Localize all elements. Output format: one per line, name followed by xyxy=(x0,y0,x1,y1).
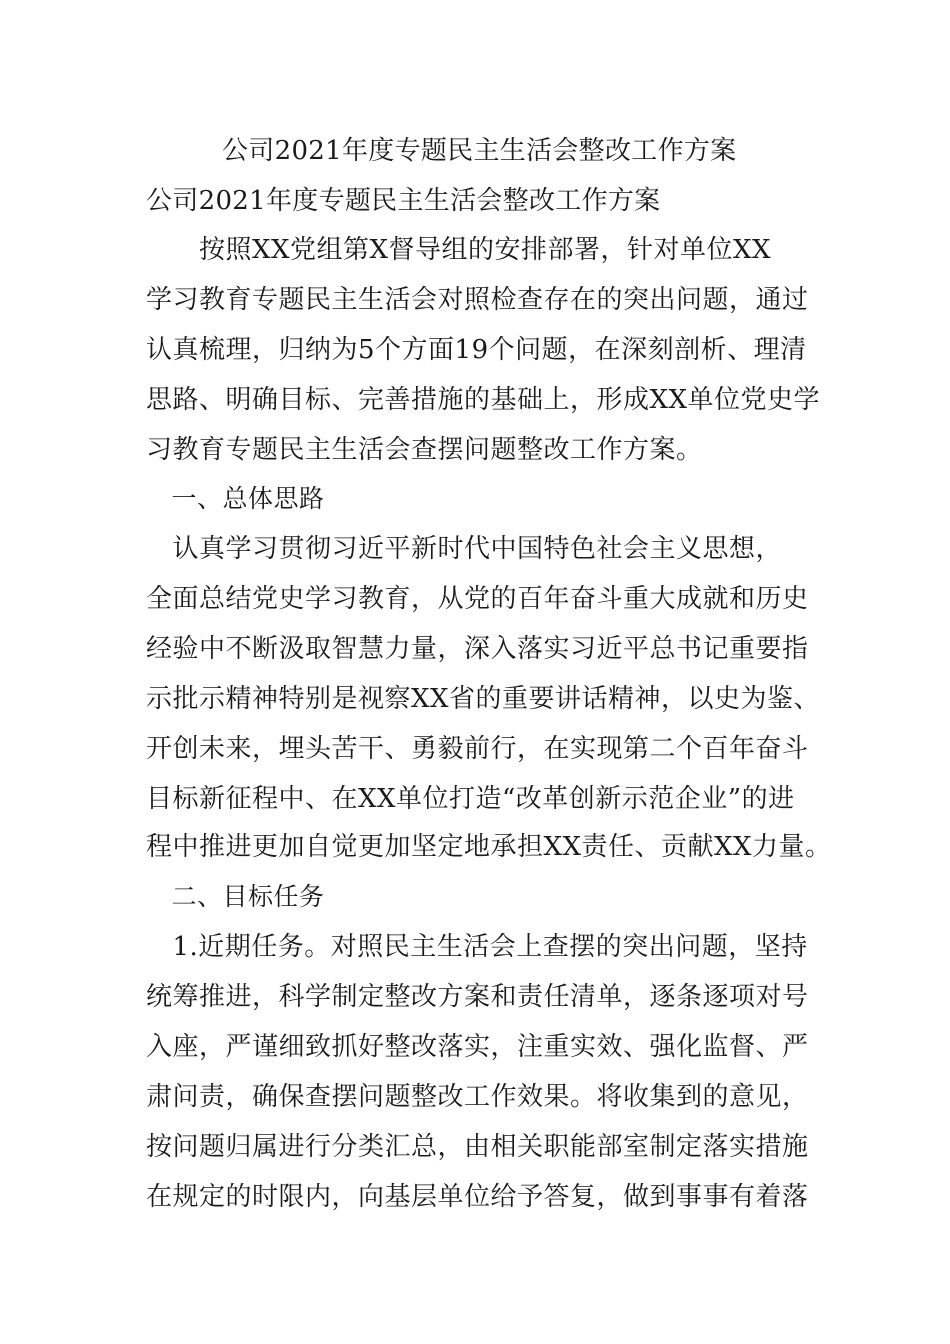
body-line: 入座，严谨细致抓好整改落实，注重实效、强化监督、严 xyxy=(146,1032,809,1062)
body-line: 程中推进更加自觉更加坚定地承担XX责任、贡献XX力量。 xyxy=(146,832,832,862)
body-line: 1.近期任务。对照民主生活会上查摆的突出问题，坚持 xyxy=(146,932,808,962)
body-line: 认真学习贯彻习近平新时代中国特色社会主义思想， xyxy=(146,534,783,564)
body-line: 按问题归属进行分类汇总，由相关职能部室制定落实措施 xyxy=(146,1132,809,1162)
document-title: 公司2021年度专题民主生活会整改工作方案 xyxy=(222,136,737,166)
body-line: 认真梳理，归纳为5个方面19个问题，在深刻剖析、理清 xyxy=(146,335,807,365)
body-line: 习教育专题民主生活会查摆问题整改工作方案。 xyxy=(146,435,703,465)
body-line: 学习教育专题民主生活会对照检查存在的突出问题，通过 xyxy=(146,285,809,315)
document-subtitle: 公司2021年度专题民主生活会整改工作方案 xyxy=(146,186,661,216)
section-heading: 二、目标任务 xyxy=(146,882,325,911)
body-line: 肃问责，确保查摆问题整改工作效果。将收集到的意见， xyxy=(146,1082,809,1112)
body-line: 思路、明确目标、完善措施的基础上，形成XX单位党史学 xyxy=(146,385,821,415)
body-line: 统筹推进，科学制定整改方案和责任清单，逐条逐项对号 xyxy=(146,982,809,1012)
body-line: 开创未来，埋头苦干、勇毅前行，在实现第二个百年奋斗 xyxy=(146,734,809,764)
body-line: 在规定的时限内，向基层单位给予答复，做到事事有着落 xyxy=(146,1182,809,1212)
section-heading: 一、总体思路 xyxy=(146,484,325,513)
body-line: 按照XX党组第X督导组的安排部署，针对单位XX xyxy=(146,235,772,265)
body-line: 目标新征程中、在XX单位打造“改革创新示范企业”的进 xyxy=(146,784,795,814)
body-line: 经验中不断汲取智慧力量，深入落实习近平总书记重要指 xyxy=(146,634,809,664)
body-line: 全面总结党史学习教育，从党的百年奋斗重大成就和历史 xyxy=(146,584,809,614)
body-line: 示批示精神特别是视察XX省的重要讲话精神，以史为鉴、 xyxy=(146,684,821,714)
